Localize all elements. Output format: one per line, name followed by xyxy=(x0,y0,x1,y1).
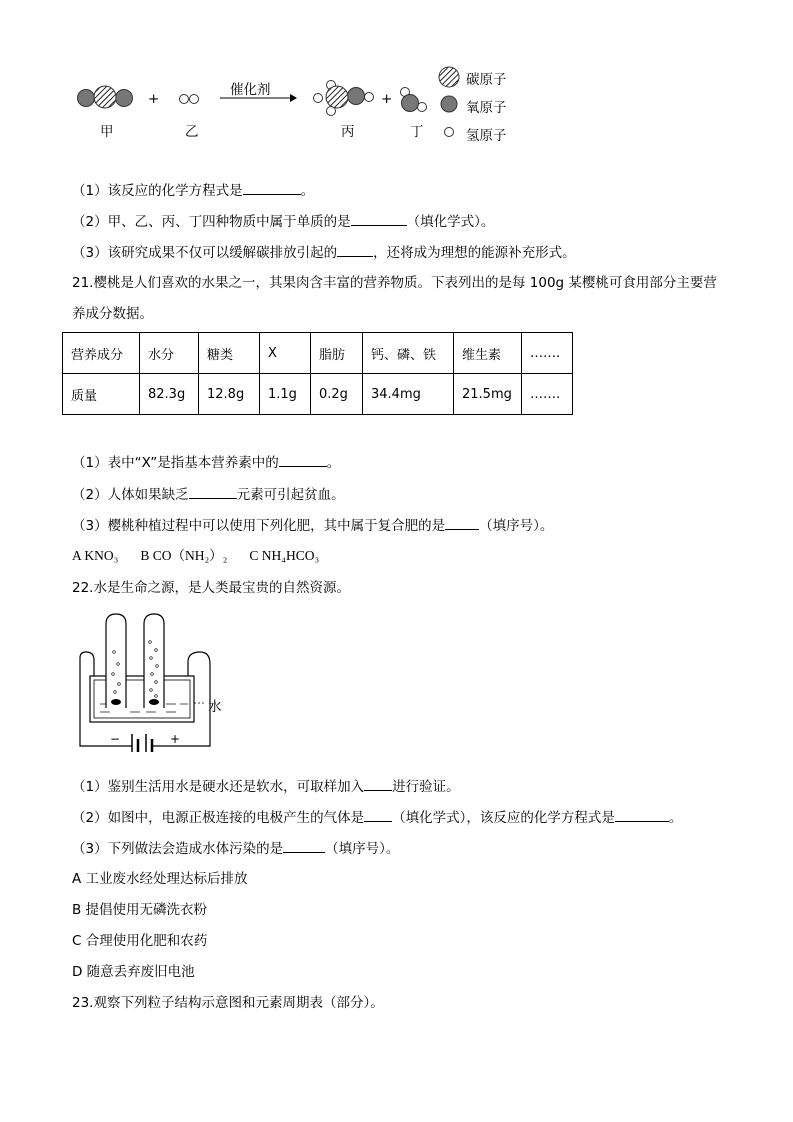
q20-sub2: （2）甲、乙、丙、丁四种物质中属于单质的是 （填化学式）。 xyxy=(72,211,494,232)
answer-blank[interactable] xyxy=(351,211,407,226)
q20-sub3: （3）该研究成果不仅可以缓解碳排放引起的 ，还将成为理想的能源补充形式。 xyxy=(72,242,576,263)
label-yi: 乙 xyxy=(185,124,199,140)
answer-blank[interactable] xyxy=(189,484,237,499)
molecule-ding xyxy=(401,88,427,112)
answer-blank[interactable] xyxy=(615,807,669,822)
q22-sub1: （1）鉴别生活用水是硬水还是软水，可取样加入 进行验证。 xyxy=(72,776,460,797)
q21-sub2: （2）人体如果缺乏 元素可引起贫血。 xyxy=(72,484,345,505)
table-row xyxy=(63,374,573,415)
molecule-yi xyxy=(180,95,199,104)
table-cell: 营养成分 xyxy=(63,333,140,374)
table-cell: 21.5mg xyxy=(454,374,522,415)
answer-blank[interactable] xyxy=(364,807,392,822)
table-cell: ……. xyxy=(522,333,573,374)
q22-sub2: （2）如图中，电源正极连接的电极产生的气体是 （填化学式），该反应的化学方程式是 。 xyxy=(72,807,682,828)
q21-options xyxy=(72,546,319,566)
answer-blank[interactable] xyxy=(364,776,392,791)
q22-option-a: A 工业废水经处理达标后排放 xyxy=(72,871,248,887)
table-cell: 脂肪 xyxy=(311,333,363,374)
table-header-row xyxy=(63,333,573,374)
q23-stem: 23.观察下列粒子结构示意图和元素周期表（部分）。 xyxy=(72,995,384,1011)
table-cell: 质量 xyxy=(63,374,140,415)
nutrition-table xyxy=(62,332,573,415)
label-ding: 丁 xyxy=(410,124,424,140)
answer-blank[interactable] xyxy=(279,452,327,467)
table-cell: 34.4mg xyxy=(363,374,454,415)
table-cell: 12.8g xyxy=(199,374,260,415)
q21-sub1: （1）表中“X”是指基本营养素中的 。 xyxy=(72,452,340,473)
q21-stem-line2: 养成分数据。 xyxy=(72,306,153,322)
legend-carbon-icon xyxy=(439,67,459,87)
q22-option-c: C 合理使用化肥和农药 xyxy=(72,933,208,949)
option-c: C NH₄HCO₃ xyxy=(249,548,320,563)
q21-stem-line1: 21.樱桃是人们喜欢的水果之一，其果肉含丰富的营养物质。下表列出的是每 100g 某樱桃可食用部分主要营 xyxy=(72,275,717,291)
q21-sub3: （3）樱桃种植过程中可以使用下列化肥，其中属于复合肥的是 （填序号）。 xyxy=(72,515,553,536)
label-bing: 丙 xyxy=(341,124,355,140)
table-cell: 82.3g xyxy=(140,374,199,415)
answer-blank[interactable] xyxy=(445,515,479,530)
negative-terminal-label: − xyxy=(110,732,121,746)
label-jia: 甲 xyxy=(100,124,114,140)
table-cell: 1.1g xyxy=(260,374,311,415)
legend-carbon-label: 碳原子 xyxy=(466,72,507,88)
legend-hydrogen-label: 氢原子 xyxy=(466,128,507,144)
q22-option-d: D 随意丢弃废旧电池 xyxy=(72,964,195,980)
q22-stem: 22.水是生命之源，是人类最宝贵的自然资源。 xyxy=(72,580,350,596)
option-a: A KNO₃ xyxy=(72,548,119,563)
positive-terminal-label: + xyxy=(170,732,181,746)
q22-option-b: B 提倡使用无磷洗衣粉 xyxy=(72,902,208,918)
plus-sign: + xyxy=(381,91,393,107)
option-b: B CO（NH₂）₂ xyxy=(140,548,228,563)
answer-blank[interactable] xyxy=(283,838,325,853)
table-cell: 维生素 xyxy=(454,333,522,374)
reaction-molecules-figure xyxy=(0,0,793,150)
q20-sub1: （1）该反应的化学方程式是 。 xyxy=(72,180,314,201)
table-cell: 钙、磷、铁 xyxy=(363,333,454,374)
catalyst-label: 催化剂 xyxy=(230,82,271,98)
q22-sub3: （3）下列做法会造成水体污染的是 （填序号）。 xyxy=(72,838,399,859)
answer-blank[interactable] xyxy=(243,180,301,195)
legend-oxygen-label: 氧原子 xyxy=(466,100,507,116)
molecule-bing xyxy=(314,81,374,116)
table-cell: 水分 xyxy=(140,333,199,374)
legend-hydrogen-icon xyxy=(445,128,454,137)
table-cell: 0.2g xyxy=(311,374,363,415)
water-label: 水 xyxy=(208,699,222,715)
answer-blank[interactable] xyxy=(337,242,373,257)
electrolysis-apparatus-figure xyxy=(70,612,230,752)
table-cell: 糖类 xyxy=(199,333,260,374)
plus-sign: + xyxy=(148,91,160,107)
table-cell: X xyxy=(260,333,311,374)
legend-oxygen-icon xyxy=(441,96,457,112)
molecule-jia xyxy=(78,86,133,108)
table-cell: ……. xyxy=(522,374,573,415)
